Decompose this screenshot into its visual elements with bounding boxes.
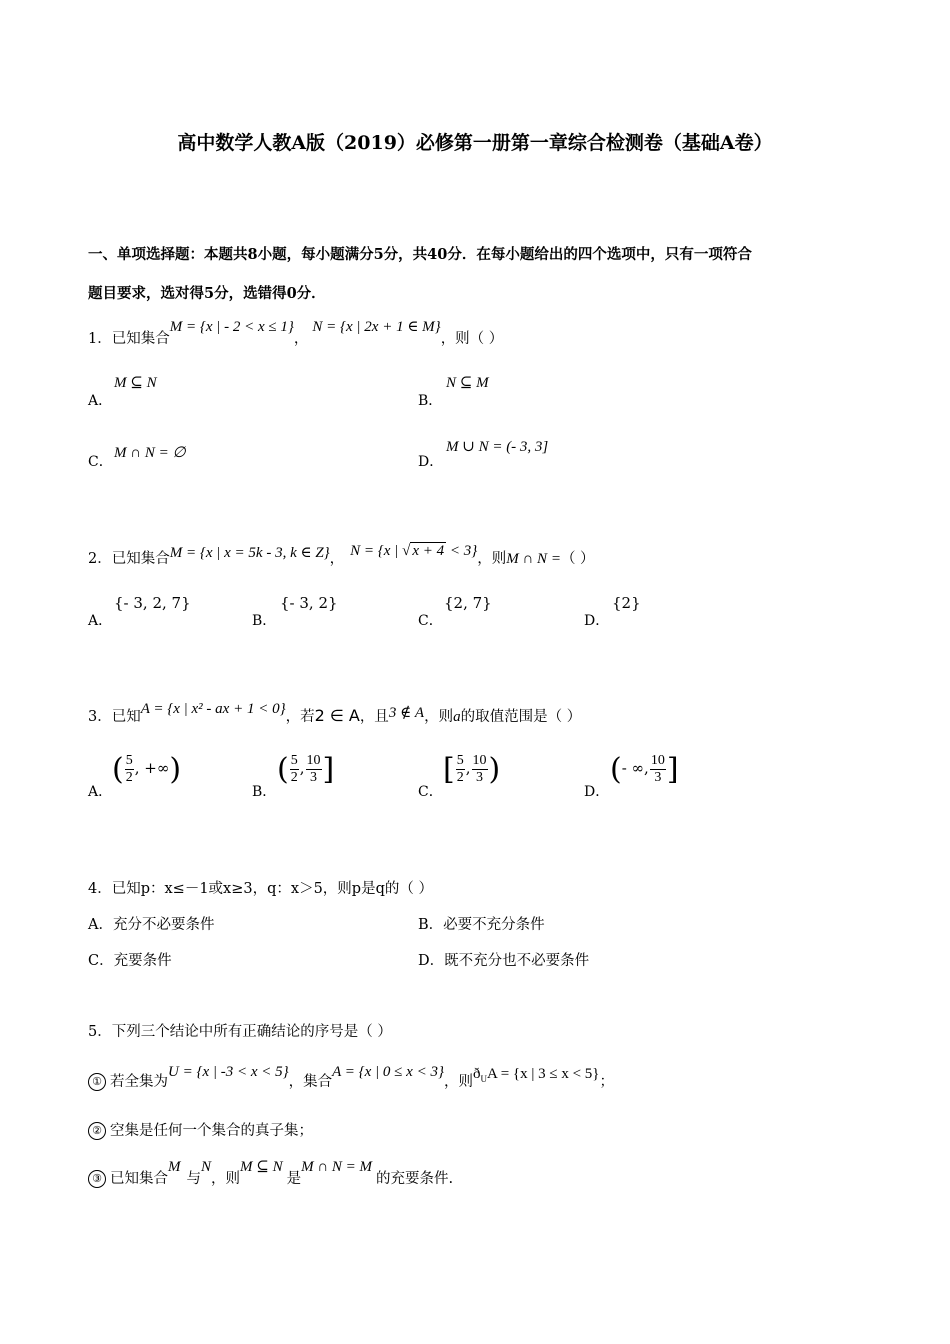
q1-option-d[interactable]: D． bbox=[418, 454, 444, 470]
q4-option-c[interactable]: C．充要条件 bbox=[88, 953, 172, 969]
q1-option-a[interactable]: A． bbox=[88, 393, 113, 409]
q3-option-a-math: ( $\frac{5}{2}$ , +∞) bbox=[112, 752, 182, 787]
q5-statement-3: ③ 已知集合M与N，则M ⊆ N是M ∩ N = M的充要条件. bbox=[88, 1167, 453, 1188]
q2-option-c[interactable]: C． bbox=[418, 613, 443, 629]
q2-option-d[interactable]: D． bbox=[584, 613, 610, 629]
q1-option-c[interactable]: C． bbox=[88, 454, 113, 470]
q1-option-b-math: N ⊆ M bbox=[446, 375, 489, 391]
section-header-line2: 题目要求，选对得5分，选错得0分． bbox=[88, 285, 326, 302]
q3-option-a[interactable]: A． bbox=[88, 784, 113, 800]
q1-option-b[interactable]: B． bbox=[418, 393, 443, 409]
q1-option-c-math: M ∩ N = ∅ bbox=[114, 445, 186, 461]
q3-stem: 3．已知A = {x | x² - ax + 1 < 0}，若2 ∈ A，且3 ∉ A，则a的取值范围是（ ） bbox=[88, 701, 582, 725]
q5-statement-2: ② 空集是任何一个集合的真子集； bbox=[88, 1119, 313, 1140]
q3-option-b[interactable]: B． bbox=[252, 784, 277, 800]
q2-option-a[interactable]: A． bbox=[88, 613, 113, 629]
q3-option-c[interactable]: C． bbox=[418, 784, 443, 800]
q2-option-a-math: {- 3, 2, 7} bbox=[114, 594, 191, 612]
q5-statement-1: ① 若全集为U = {x | -3 < x < 5}，集合A = {x | 0 ≤ x < 3}，则$ð_UA = \{x$ | 3 ≤ x < 5}； bbox=[88, 1070, 614, 1092]
q1-stem: 1．已知集合M = {x | - 2 < x ≤ 1}，N = {x | 2x + 1 ∈ M}，则（ ） bbox=[88, 319, 504, 347]
q1-set-m: M = {x | - 2 < x ≤ 1} bbox=[169, 319, 294, 335]
q2-stem: 2．已知集合M = {x | x = 5k - 3, k ∈ Z}， N = {x | √ x + 4 < 3}，则M ∩ N =（ ） bbox=[88, 543, 595, 567]
q4-stem: 4．已知p：x≤－1或x≥3，q：x＞5，则p是q的（ ） bbox=[88, 881, 433, 897]
q1-option-a-math: M ⊆ N bbox=[114, 375, 157, 391]
q3-option-b-math: ( $\frac{5}{2}$ , $\frac{10}{3}$ ] bbox=[277, 752, 335, 787]
q2-option-d-math: {2} bbox=[612, 594, 641, 612]
q4-option-a[interactable]: A．充分不必要条件 bbox=[88, 917, 215, 933]
q2-option-b[interactable]: B． bbox=[252, 613, 277, 629]
q4-option-d[interactable]: D．既不充分也不必要条件 bbox=[418, 953, 590, 969]
q5-stem: 5．下列三个结论中所有正确结论的序号是（ ） bbox=[88, 1024, 392, 1040]
q4-option-b[interactable]: B．必要不充分条件 bbox=[418, 917, 545, 933]
q2-option-b-math: {- 3, 2} bbox=[280, 594, 338, 612]
q3-option-c-math: [ $\frac{5}{2}$ , $\frac{10}{3}$ ) bbox=[443, 752, 501, 787]
q2-set-n: N = {x | √ x + 4 < 3} bbox=[350, 543, 478, 559]
q1-set-n: N = {x | 2x + 1 ∈ M} bbox=[312, 319, 441, 335]
section-header-line1: 一、单项选择题：本题共8小题，每小题满分5分，共40分．在每小题给出的四个选项中，只有一项符合 bbox=[88, 246, 752, 263]
q3-option-d[interactable]: D． bbox=[584, 784, 610, 800]
q3-set-a: A = {x | x² - ax + 1 < 0} bbox=[140, 701, 286, 717]
page-title: 高中数学人教A版（2019）必修第一册第一章综合检测卷（基础A卷） bbox=[177, 132, 773, 154]
q2-set-m: M = {x | x = 5k - 3, k ∈ Z} bbox=[169, 545, 330, 561]
q2-option-c-math: {2, 7} bbox=[444, 594, 492, 612]
q1-option-d-math: M ∪ N = (- 3, 3] bbox=[446, 439, 549, 455]
q3-option-d-math: (- ∞, $\frac{10}{3}$ ] bbox=[610, 752, 679, 787]
